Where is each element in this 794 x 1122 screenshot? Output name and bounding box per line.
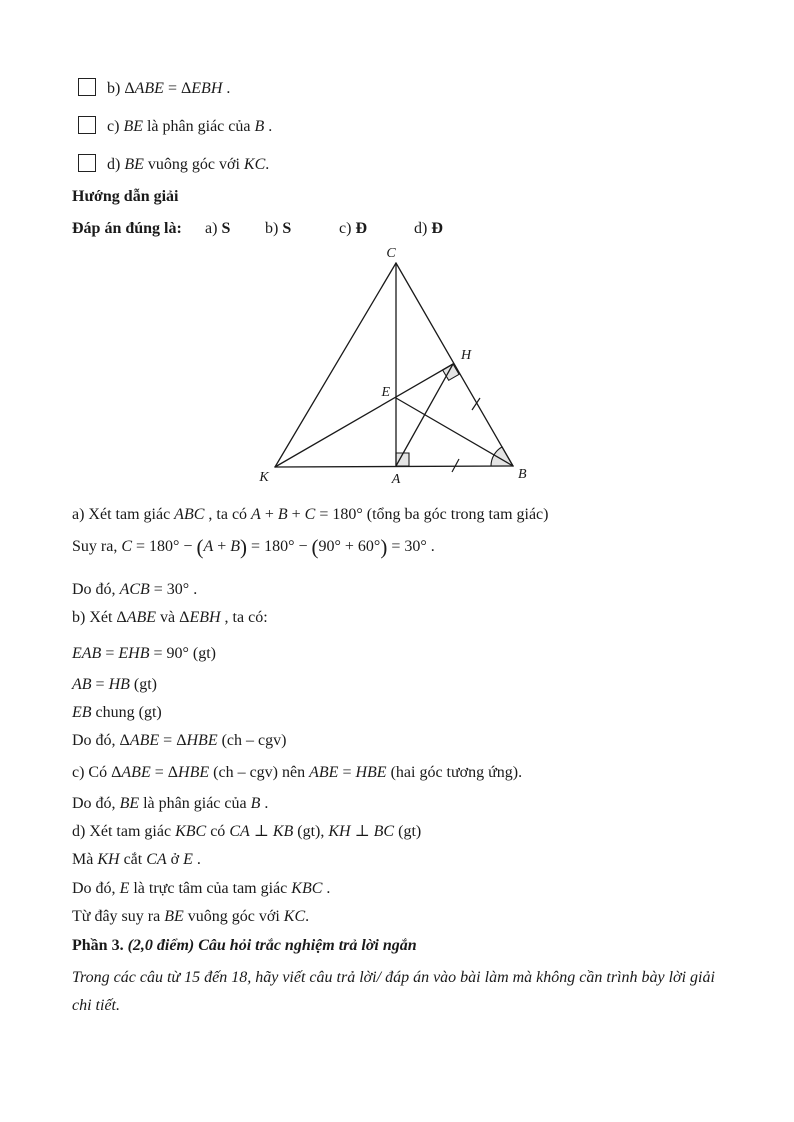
- answer-d: d) Đ: [414, 220, 443, 237]
- answer-b: b) S: [265, 220, 292, 237]
- solution-line-d4: Từ đây suy ra BE vuông góc với KC.: [72, 908, 310, 925]
- checkbox-d[interactable]: [78, 154, 96, 172]
- angle-mark-B: [491, 447, 513, 466]
- solution-line-b1: b) Xét ΔABE và ΔEBH , ta có:: [72, 609, 268, 626]
- point-label-K: K: [259, 470, 269, 485]
- statement-row-d: [72, 154, 724, 175]
- checkbox-b[interactable]: [78, 78, 96, 96]
- point-label-B: B: [518, 467, 527, 482]
- answer-key-prefix: Đáp án đúng là:: [72, 220, 182, 237]
- answer-c: c) Đ: [339, 220, 367, 237]
- answer-key-row: [72, 218, 724, 239]
- solution-line-d2: Mà KH cắt CA ở E .: [72, 851, 201, 868]
- tick-HB: [472, 398, 480, 410]
- point-label-E: E: [381, 385, 390, 400]
- segment-KC: [275, 263, 396, 467]
- solution-line-c1: c) Có ΔABE = ΔHBE (ch – cgv) nên ABE = HBE (hai góc tương ứng).: [72, 764, 523, 781]
- solution-line-d3: Do đó, E là trực tâm của tam giác KBC .: [72, 880, 331, 897]
- triangle-figure: [250, 243, 550, 495]
- solution-line-a2: Suy ra, C = 180° − (A + B) = 180° − (90° + 60°) = 30° .: [72, 535, 435, 559]
- point-label-C: C: [386, 246, 396, 261]
- solution-line-a1: a) Xét tam giác ABC , ta có A + B + C = 180° (tổng ba góc trong tam giác): [72, 506, 549, 523]
- solution-line-d1: d) Xét tam giác KBC có CA ⊥ KB (gt), KH ⊥ BC (gt): [72, 823, 422, 840]
- answer-a: a) S: [205, 220, 231, 237]
- part3-note: Trong các câu từ 15 đến 18, hãy viết câu trả lời/ đáp án vào bài làm mà không cần trình bày lời giải chi tiết.: [72, 969, 715, 1014]
- solution-line-a3: Do đó, ACB = 30° .: [72, 581, 198, 598]
- solution-line-c2: Do đó, BE là phân giác của B .: [72, 795, 269, 812]
- solution-line-b5: Do đó, ΔABE = ΔHBE (ch – cgv): [72, 732, 287, 749]
- solution-line-b4: EB chung (gt): [72, 704, 162, 721]
- statement-b-text: b) ΔABE = ΔEBH .: [107, 80, 231, 97]
- solution-line-b3: AB = HB (gt): [72, 676, 158, 693]
- statement-d-text: d) BE vuông góc với KC.: [107, 156, 270, 173]
- solution-guide-heading: Hướng dẫn giải: [72, 188, 179, 205]
- point-label-A: A: [391, 472, 401, 487]
- statement-c-text: c) BE là phân giác của B .: [107, 118, 273, 135]
- point-label-H: H: [461, 348, 472, 363]
- segment-EB: [396, 398, 513, 466]
- part3-heading: Phần 3. (2,0 điểm) Câu hỏi trắc nghiệm trả lời ngắn: [72, 937, 417, 954]
- solution-line-b2: EAB = EHB = 90° (gt): [72, 645, 216, 662]
- triangle-figure-svg: [250, 243, 550, 495]
- checkbox-c[interactable]: [78, 116, 96, 134]
- statement-row-b: [72, 78, 724, 99]
- statement-row-c: [72, 116, 724, 137]
- tick-AB: [452, 459, 459, 472]
- segment-KB: [275, 466, 513, 467]
